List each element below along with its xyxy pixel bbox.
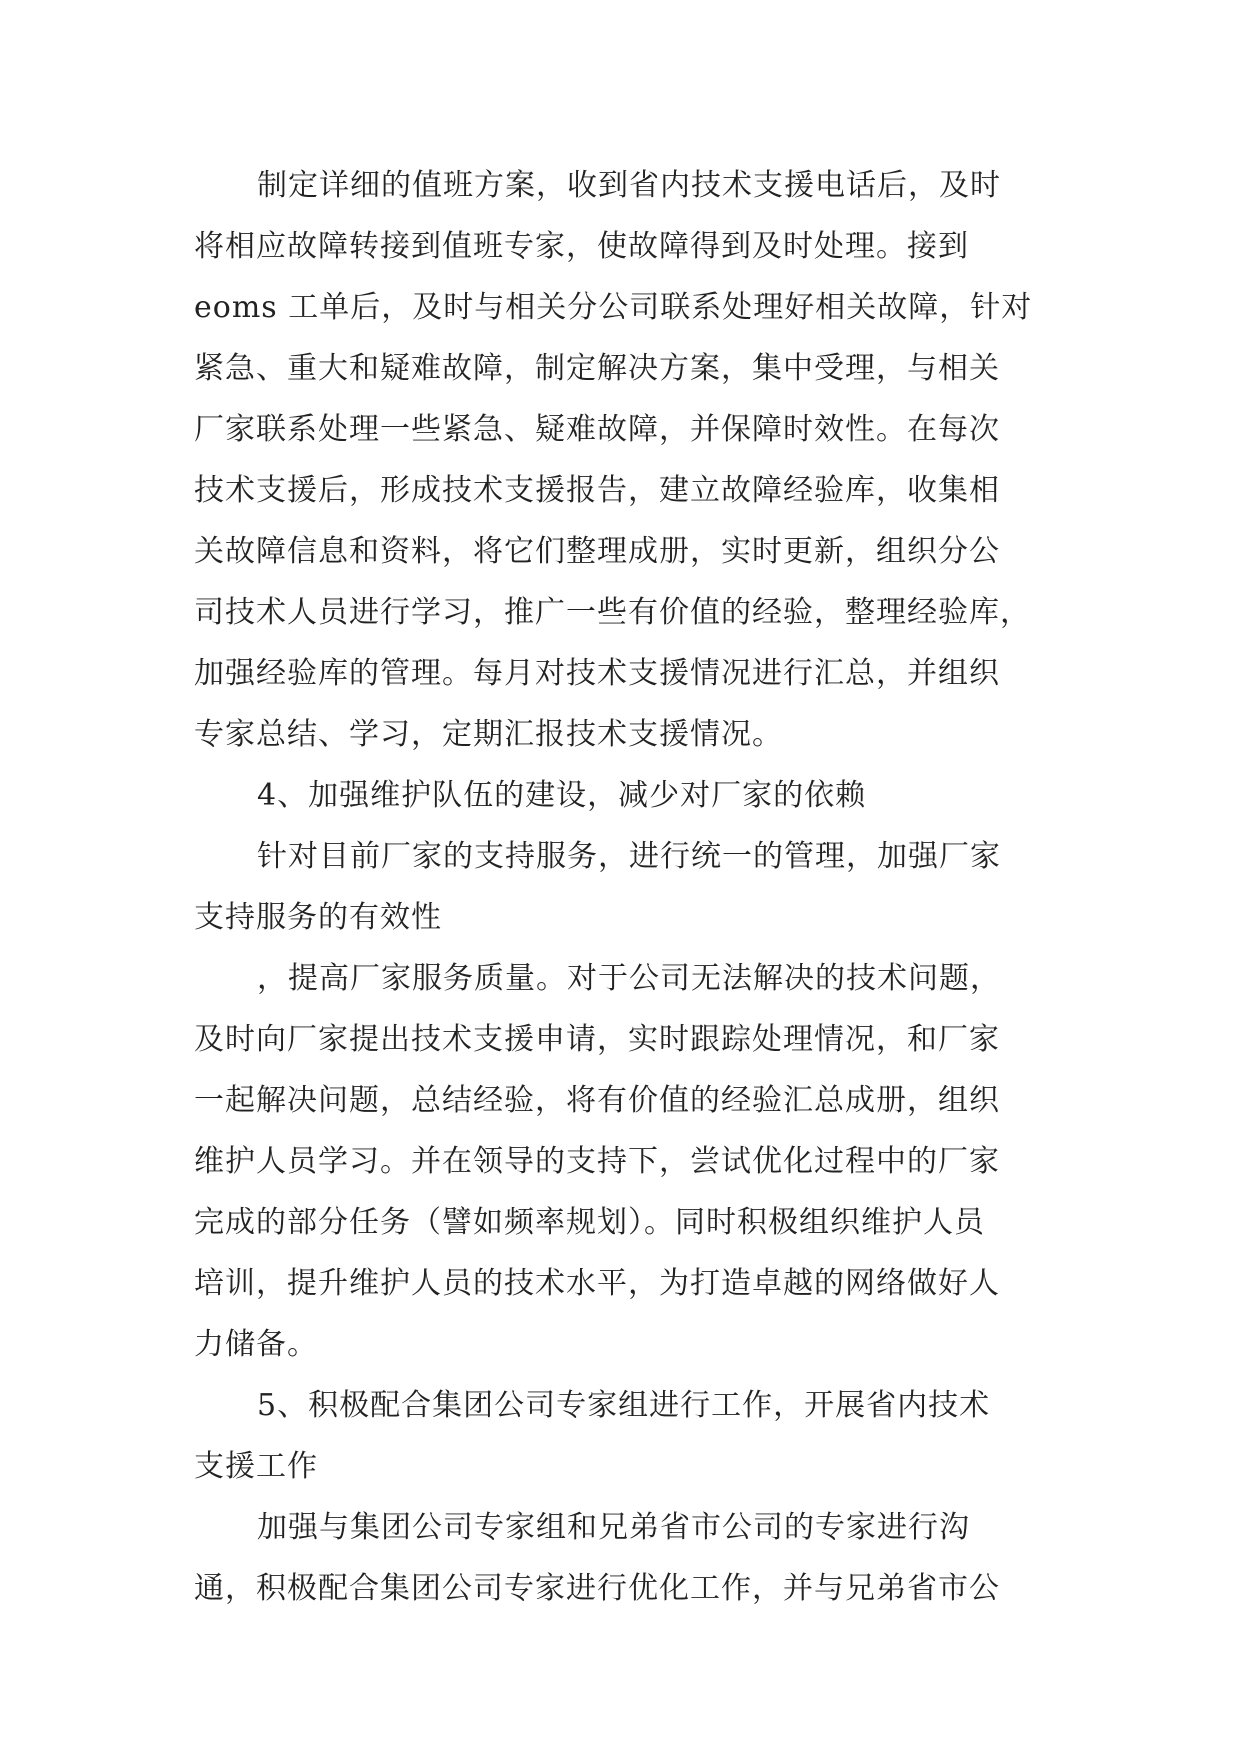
section-heading: 4、加强维护队伍的建设，减少对厂家的依赖 xyxy=(257,778,867,813)
paragraph-line: 力储备。 xyxy=(194,1327,318,1362)
paragraph-line: 专家总结、学习，定期汇报技术支援情况。 xyxy=(194,717,783,752)
paragraph-line: 通，积极配合集团公司专家进行优化工作，并与兄弟省市公 xyxy=(194,1571,1000,1606)
paragraph-line: 一起解决问题，总结经验，将有价值的经验汇总成册，组织 xyxy=(194,1083,1000,1118)
section-heading-continued: 支援工作 xyxy=(194,1449,318,1484)
section-heading: 5、积极配合集团公司专家组进行工作，开展省内技术 xyxy=(257,1388,991,1423)
paragraph-line: ，提高厂家服务质量。对于公司无法解决的技术问题， xyxy=(257,961,1001,996)
paragraph-line: 维护人员学习。并在领导的支持下，尝试优化过程中的厂家 xyxy=(194,1144,1000,1179)
paragraph-line: 支持服务的有效性 xyxy=(194,900,442,935)
paragraph-line: 加强与集团公司专家组和兄弟省市公司的专家进行沟 xyxy=(257,1510,970,1545)
paragraph-line: 将相应故障转接到值班专家，使故障得到及时处理。接到 xyxy=(194,229,969,264)
paragraph-line: 完成的部分任务（譬如频率规划）。同时积极组织维护人员 xyxy=(194,1205,985,1240)
paragraph-line: 针对目前厂家的支持服务，进行统一的管理，加强厂家 xyxy=(257,839,1001,874)
paragraph-line: 司技术人员进行学习，推广一些有价值的经验，整理经验库， xyxy=(194,595,1031,630)
paragraph-line: 紧急、重大和疑难故障，制定解决方案，集中受理，与相关 xyxy=(194,351,1000,386)
paragraph-line: 技术支援后，形成技术支援报告，建立故障经验库，收集相 xyxy=(194,473,1000,508)
paragraph-line: 制定详细的值班方案，收到省内技术支援电话后，及时 xyxy=(257,168,1001,203)
paragraph-line: 关故障信息和资料，将它们整理成册，实时更新，组织分公 xyxy=(194,534,1000,569)
paragraph-line: 加强经验库的管理。每月对技术支援情况进行汇总，并组织 xyxy=(194,656,1000,691)
paragraph-line: 培训，提升维护人员的技术水平，为打造卓越的网络做好人 xyxy=(194,1266,1000,1301)
paragraph-line: 及时向厂家提出技术支援申请，实时跟踪处理情况，和厂家 xyxy=(194,1022,1000,1057)
paragraph-line: eoms 工单后，及时与相关分公司联系处理好相关故障，针对 xyxy=(194,290,1033,325)
paragraph-line: 厂家联系处理一些紧急、疑难故障，并保障时效性。在每次 xyxy=(194,412,1000,447)
